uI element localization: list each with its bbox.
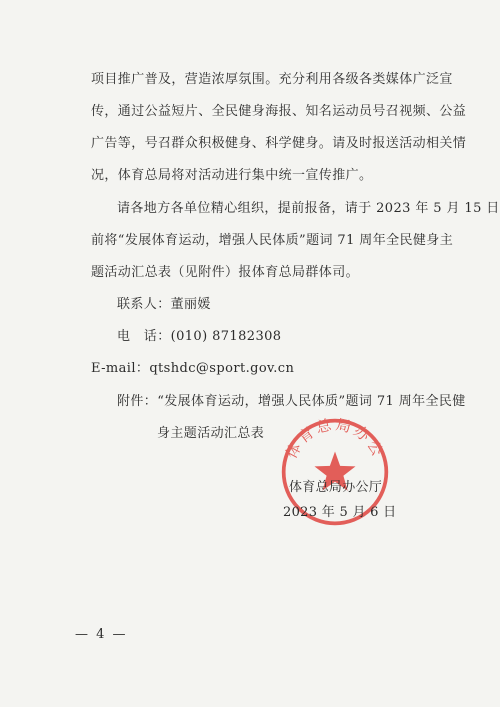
contact-email: E-mail：qtshdc@sport.gov.cn xyxy=(91,361,295,376)
signature-date: 2023 年 5 月 6 日 xyxy=(283,505,397,520)
body-line: 传，通过公益短片、全民健身海报、知名运动员号召视频、公益 xyxy=(91,104,467,119)
body-line: 请各地方各单位精心组织，提前报备，请于 2023 年 5 月 15 日 xyxy=(117,201,500,216)
contact-phone: 电 话：(010) 87182308 xyxy=(117,329,282,344)
body-line: 题活动汇总表（见附件）报体育总局群体司。 xyxy=(91,265,360,280)
body-line: 前将“发展体育运动，增强人民体质”题词 71 周年全民健身主 xyxy=(91,233,454,248)
body-line: 广告等，号召群众积极健身、科学健身。请及时报送活动相关情 xyxy=(91,136,467,151)
attachment-line: 附件：“发展体育运动，增强人民体质”题词 71 周年全民健 xyxy=(117,394,466,409)
signature-org: 体育总局办公厅 xyxy=(289,480,383,495)
page-number: — 4 — xyxy=(75,627,128,642)
contact-person: 联系人：董丽媛 xyxy=(117,297,211,312)
body-line: 况，体育总局将对活动进行集中统一宣传推广。 xyxy=(91,168,373,183)
body-line: 项目推广普及，营造浓厚氛围。充分利用各级各类媒体广泛宣 xyxy=(91,72,453,87)
attachment-line: 身主题活动汇总表 xyxy=(157,426,265,441)
seal-text: 体育总局办公 xyxy=(282,416,388,462)
